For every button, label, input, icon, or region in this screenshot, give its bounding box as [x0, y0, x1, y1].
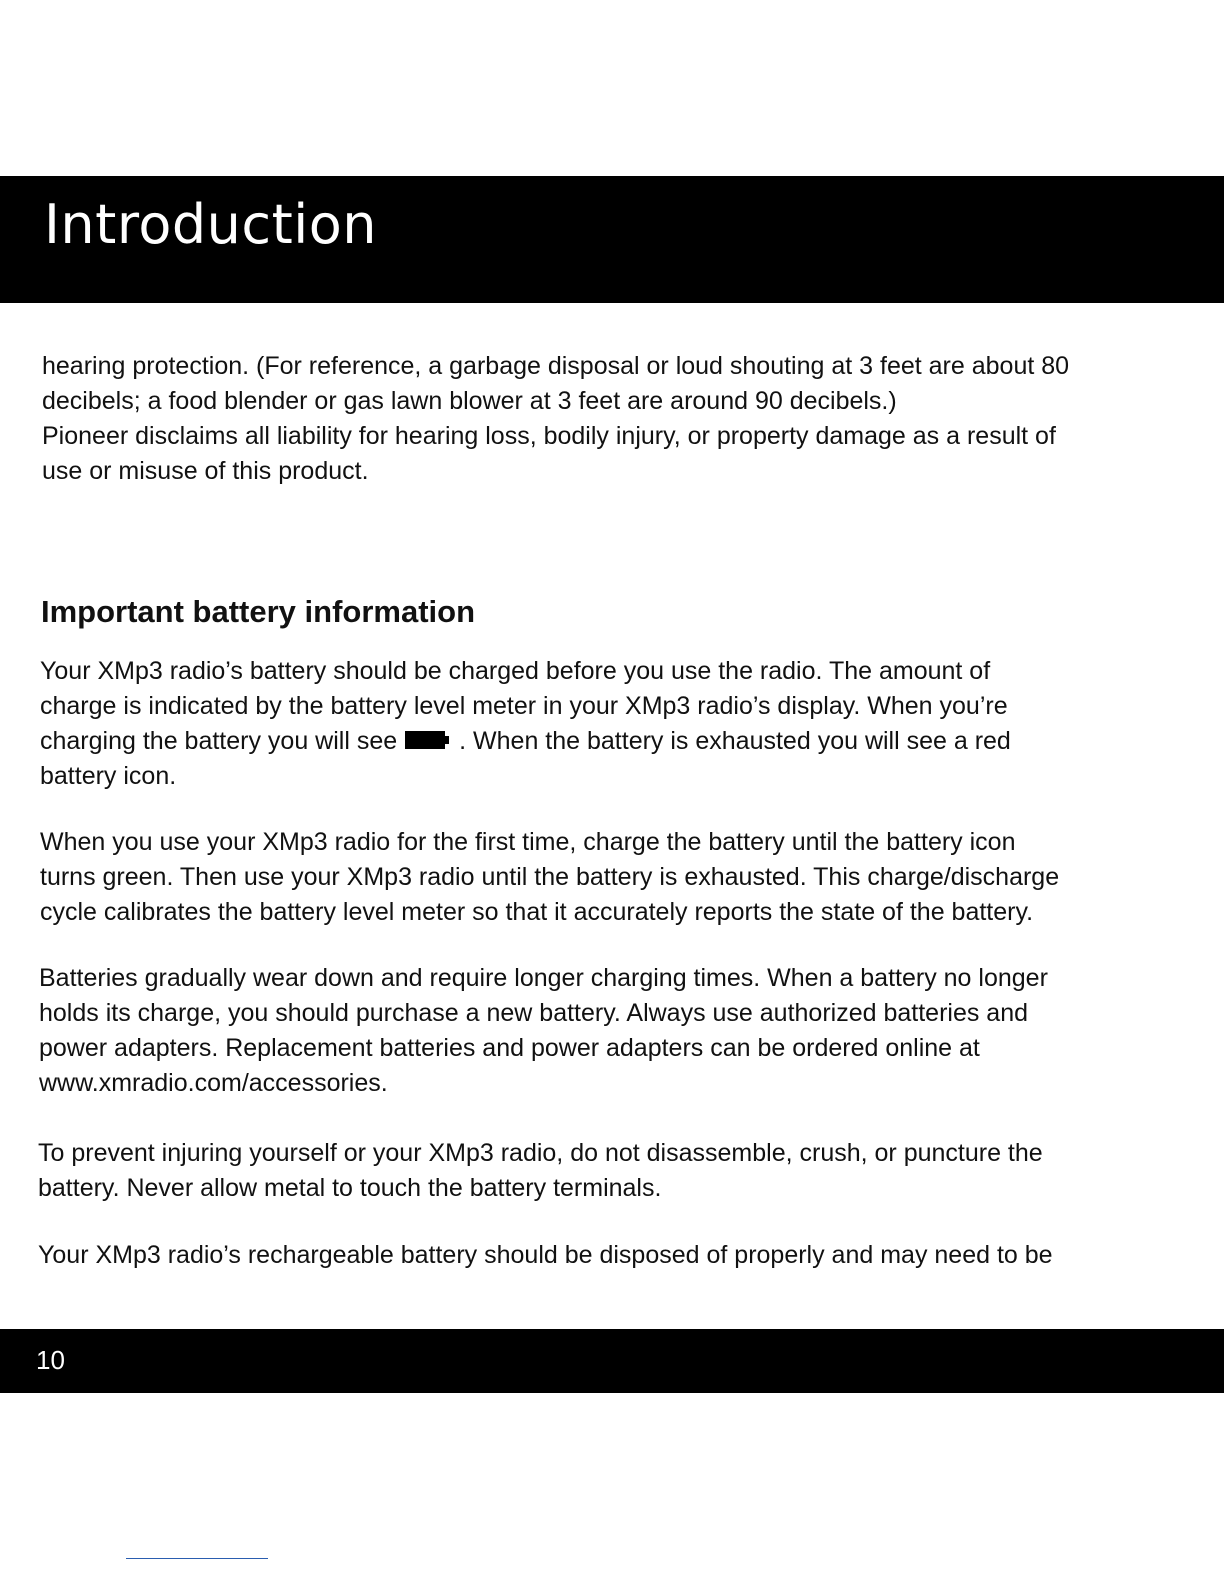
battery-paragraph-4 — [38, 1136, 1188, 1206]
text-fragment: . When the battery is exhausted you will see a red — [459, 727, 1011, 755]
text-line: turns green. Then use your XMp3 radio until the battery is exhausted. This charge/discharge — [40, 863, 1060, 891]
section-heading: Important battery information — [41, 594, 476, 629]
text-line: decibels; a food blender or gas lawn blower at 3 feet are around 90 decibels.) — [42, 387, 897, 415]
battery-paragraph-3 — [39, 961, 1189, 1101]
text-line-with-icon — [40, 724, 1190, 759]
battery-charging-icon — [405, 731, 449, 749]
battery-paragraph-5 — [38, 1238, 1188, 1273]
text-line: Batteries gradually wear down and require longer charging times. When a battery no longer — [39, 964, 1048, 992]
text-line: battery. Never allow metal to touch the battery terminals. — [38, 1174, 662, 1202]
page-title: Introduction — [44, 193, 378, 256]
text-line: www.xmradio.com/accessories. — [39, 1069, 388, 1097]
text-line: battery icon. — [40, 762, 177, 790]
text-line: Your XMp3 radio’s battery should be charged before you use the radio. The amount of — [40, 657, 991, 685]
text-line: power adapters. Replacement batteries and power adapters can be ordered online at — [39, 1034, 980, 1062]
intro-paragraph-1 — [42, 349, 1192, 419]
battery-paragraph-2 — [40, 825, 1190, 930]
battery-paragraph-1 — [40, 654, 1190, 794]
text-line: Your XMp3 radio’s rechargeable battery should be disposed of properly and may need to be — [38, 1241, 1053, 1269]
text-fragment: charging the battery you will see — [40, 727, 398, 755]
text-line: charge is indicated by the battery level meter in your XMp3 radio’s display. When you’re — [40, 692, 1008, 720]
footer-bar — [0, 1329, 1224, 1393]
text-line: holds its charge, you should purchase a new battery. Always use authorized batteries and — [39, 999, 1029, 1027]
text-line: hearing protection. (For reference, a garbage disposal or loud shouting at 3 feet are about 80 — [42, 352, 1070, 380]
text-line: To prevent injuring yourself or your XMp3 radio, do not disassemble, crush, or puncture the — [38, 1139, 1043, 1167]
text-line: When you use your XMp3 radio for the first time, charge the battery until the battery icon — [40, 828, 1016, 856]
divider — [126, 1558, 268, 1559]
page-number: 10 — [36, 1345, 65, 1375]
text-line: cycle calibrates the battery level meter so that it accurately reports the state of the battery. — [40, 898, 1034, 926]
text-line: use or misuse of this product. — [42, 457, 369, 485]
text-line: Pioneer disclaims all liability for hearing loss, bodily injury, or property damage as a result of — [42, 422, 1056, 450]
intro-paragraph-2 — [42, 419, 1192, 489]
